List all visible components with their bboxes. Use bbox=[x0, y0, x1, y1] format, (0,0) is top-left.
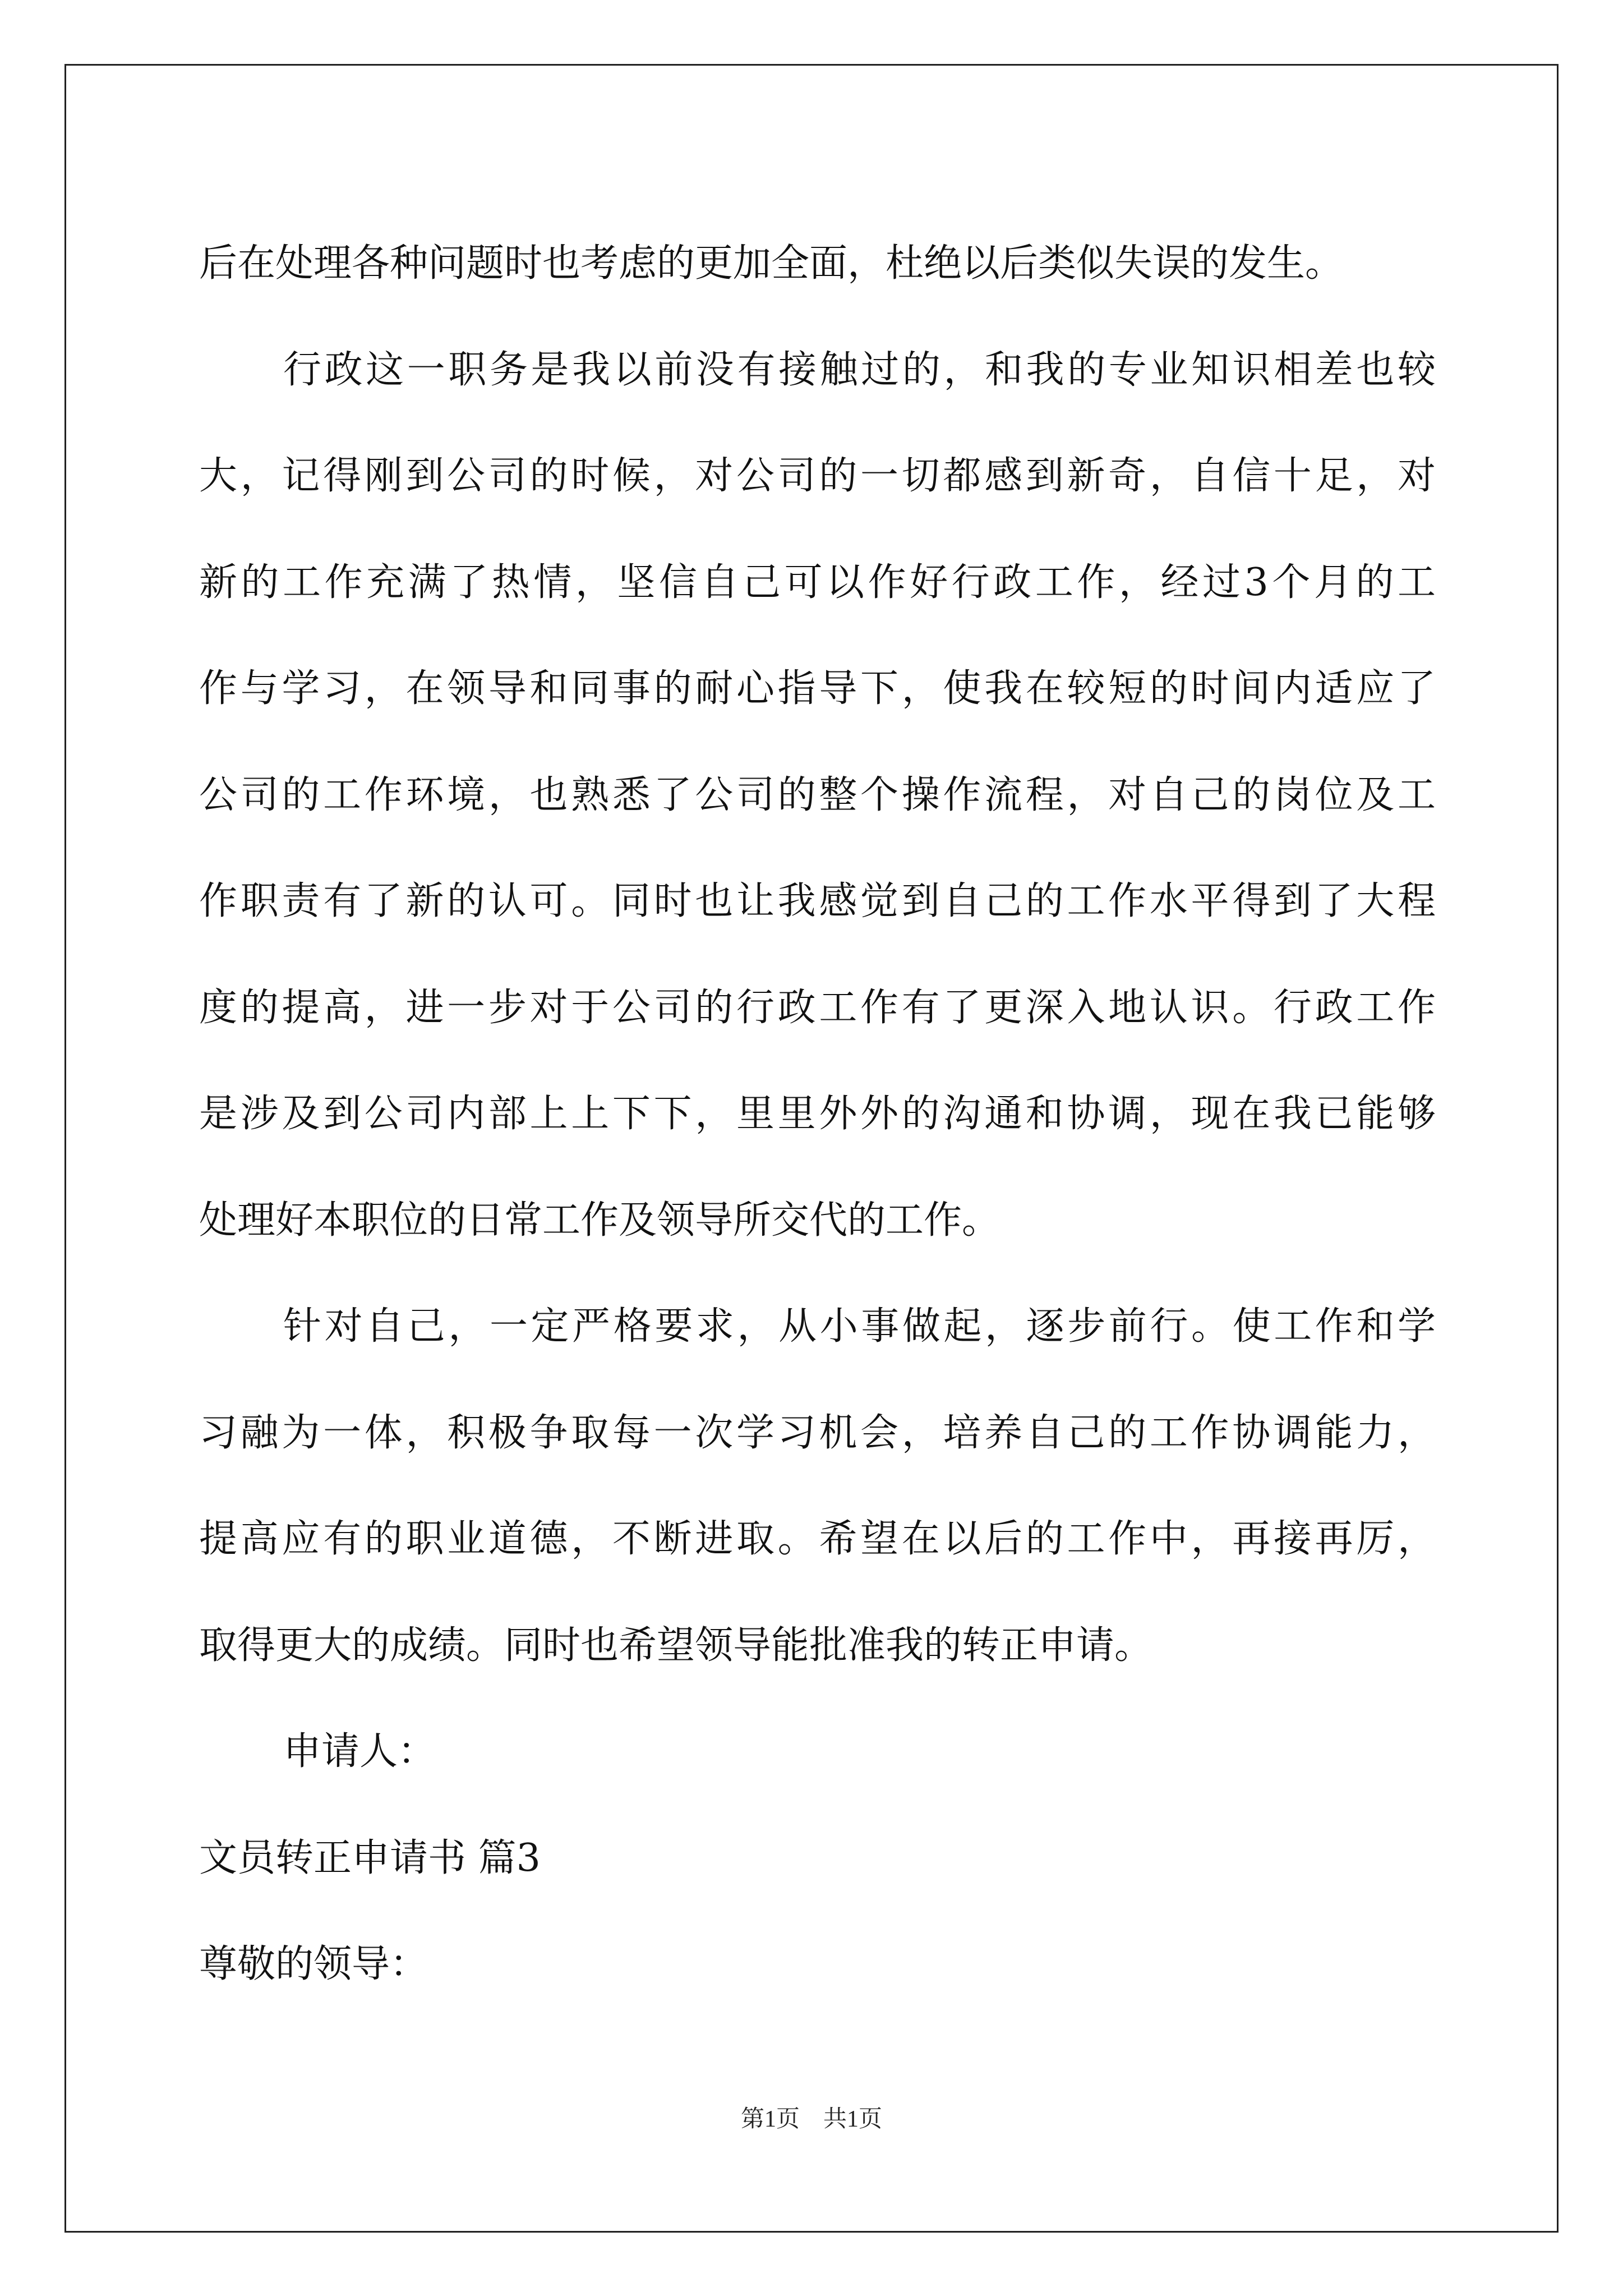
text-line: 处理好本职位的日常工作及领导所交代的工作。 bbox=[199, 1198, 1000, 1243]
text-line: 新的工作充满了热情，坚信自己可以作好行政工作，经过3个月的工 bbox=[199, 560, 1436, 605]
text-line: 习融为一体，积极争取每一次学习机会，培养自己的工作协调能力， bbox=[199, 1410, 1436, 1455]
page-footer: 第1页 共1页 bbox=[740, 2106, 882, 2132]
paragraph-start-line: 行政这一职务是我以前没有接触过的，和我的专业知识相差也较 bbox=[283, 347, 1436, 392]
text-line: 是涉及到公司内部上上下下，里里外外的沟通和协调，现在我已能够 bbox=[199, 1092, 1436, 1136]
text-line: 大，记得刚到公司的时候，对公司的一切都感到新奇，自信十足，对 bbox=[199, 454, 1436, 498]
paragraph-start-line: 针对自己，一定严格要求，从小事做起，逐步前行。使工作和学 bbox=[283, 1304, 1436, 1349]
text-line: 取得更大的成绩。同时也希望领导能批准我的转正申请。 bbox=[199, 1623, 1153, 1668]
salutation: 尊敬的领导： bbox=[199, 1942, 428, 1986]
text-line: 作与学习，在领导和同事的耐心指导下，使我在较短的时间内适应了 bbox=[199, 666, 1436, 711]
text-line: 提高应有的职业道德，不断进取。希望在以后的工作中，再接再厉， bbox=[199, 1517, 1436, 1561]
section-heading: 文员转正申请书 篇3 bbox=[199, 1835, 541, 1880]
text-line: 作职责有了新的认可。同时也让我感觉到自己的工作水平得到了大程 bbox=[199, 879, 1436, 923]
text-line: 度的提高，进一步对于公司的行政工作有了更深入地认识。行政工作 bbox=[199, 985, 1436, 1030]
text-line: 后在处理各种问题时也考虑的更加全面，杜绝以后类似失误的发生。 bbox=[199, 241, 1344, 286]
applicant-label: 申请人： bbox=[283, 1729, 436, 1774]
document-body bbox=[199, 210, 1436, 2018]
text-line: 公司的工作环境，也熟悉了公司的整个操作流程，对自己的岗位及工 bbox=[199, 772, 1436, 817]
